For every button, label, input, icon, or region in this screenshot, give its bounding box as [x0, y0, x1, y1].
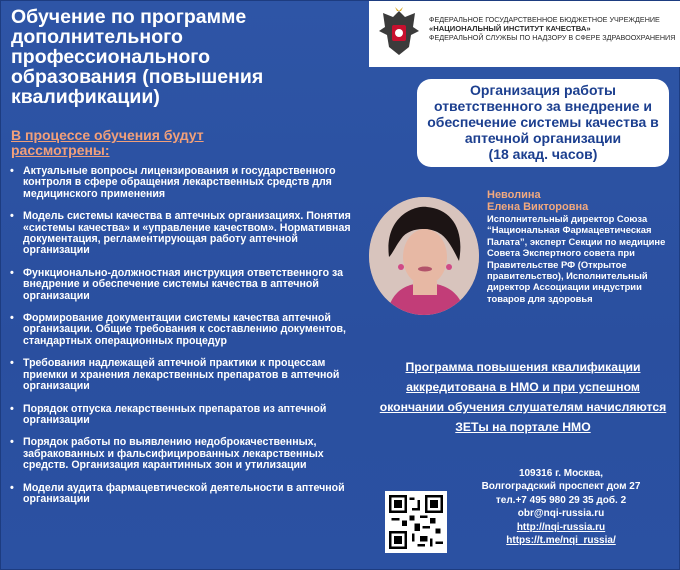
- bullet-icon: •: [10, 210, 14, 223]
- phone: тел.+7 495 980 29 35 доб. 2: [495, 494, 627, 506]
- course-hours: (18 акад. часов): [488, 146, 598, 162]
- topic-text: Модели аудита фармацевтической деятельности в аптечной организации: [23, 481, 345, 505]
- org-line-2: «НАЦИОНАЛЬНЫЙ ИНСТИТУТ КАЧЕСТВА»: [429, 24, 591, 33]
- telegram-link[interactable]: https://t.me/nqi_russia/: [506, 535, 616, 547]
- topic-text: Функционально-должностная инструкция ответственного за внедрение и обеспечение системы качества в аптечной организации: [23, 266, 344, 302]
- org-line-1: ФЕДЕРАЛЬНОЕ ГОСУДАРСТВЕННОЕ БЮДЖЕТНОЕ УЧРЕЖДЕНИЕ: [429, 15, 660, 24]
- topic-item: [9, 313, 361, 347]
- page-title: Обучение по программе дополнительного профессионального образования (повышения квалификации): [11, 6, 264, 108]
- speaker-surname: Неволина: [487, 189, 541, 201]
- topic-item: [9, 358, 361, 392]
- bullet-icon: •: [10, 402, 14, 415]
- topic-text: Формирование документации системы качества аптечной организации. Общие требования к составлению документов, стандартных операционных процедур: [23, 312, 346, 347]
- course-title-box: [417, 79, 669, 167]
- qr-code-icon[interactable]: [385, 491, 447, 553]
- topic-item: [9, 211, 361, 257]
- address-line-2: Волгоградский проспект дом 27: [481, 481, 641, 493]
- bullet-icon: •: [10, 312, 14, 325]
- topic-item: [9, 483, 361, 506]
- website-link[interactable]: http://nqi-russia.ru: [516, 521, 606, 533]
- bullet-icon: •: [10, 165, 14, 177]
- topic-text: Модель системы качества в аптечных организациях. Понятия «системы качества» и «управление качеством». Нормативная документация, регламентирующая работу аптечной организации: [23, 210, 351, 257]
- topic-text: Требования надлежащей аптечной практики к процессам приемки и хранения лекарственных препаратов в аптечной организации: [23, 357, 340, 393]
- topic-item: [9, 437, 361, 471]
- org-name-block: [429, 15, 679, 42]
- nmo-accreditation-note: Программа повышения квалификации аккредитована в НМО и при успешном окончании обучения слушателям начисляются ЗЕТы на портале НМО: [379, 360, 667, 434]
- org-line-3: ФЕДЕРАЛЬНОЙ СЛУЖБЫ ПО НАДЗОРУ В СФЕРЕ ЗДРАВООХРАНЕНИЯ: [429, 33, 676, 42]
- contacts-block: [449, 467, 673, 547]
- bullet-icon: •: [10, 266, 14, 279]
- speaker-given-name: Елена Викторовна: [487, 201, 589, 213]
- topic-item: [9, 404, 361, 427]
- course-title: Организация работы ответственного за внедрение и обеспечение системы качества в аптечной организации: [427, 82, 659, 146]
- bullet-icon: •: [10, 357, 14, 370]
- topics-list: [9, 166, 361, 516]
- topic-item: [9, 268, 361, 302]
- eagle-emblem-icon: [375, 5, 423, 59]
- speaker-bio: Исполнительный директор Союза “Национальная Фармацевтическая Палата”, эксперт Секции по медицине Совета Экспертного совета при Правительстве РФ (Открытое правительство), Исполнительный директор Ассоциации индустрии товаров для здоровья: [487, 213, 666, 304]
- address-line-1: 109316 г. Москва,: [518, 468, 604, 479]
- bullet-icon: •: [10, 436, 14, 449]
- speaker-name: [487, 189, 677, 213]
- bullet-icon: •: [10, 481, 14, 494]
- topic-text: Актуальные вопросы лицензирования и государственного контроля в сфере обращения лекарственных средств для медицинского применения: [23, 165, 336, 200]
- topic-text: Порядок отпуска лекарственных препаратов из аптечной организации: [23, 402, 327, 426]
- speaker-photo: [369, 197, 479, 315]
- topics-subheading: В процессе обучения будут рассмотрены:: [11, 127, 204, 158]
- topic-item: [9, 166, 361, 200]
- email-link[interactable]: obr@nqi-russia.ru: [517, 508, 605, 520]
- topic-text: Порядок работы по выявлению недоброкачественных, забракованных и фальсифицированных лекарственных средств. Организация карантинных зон и утилизации: [23, 436, 324, 472]
